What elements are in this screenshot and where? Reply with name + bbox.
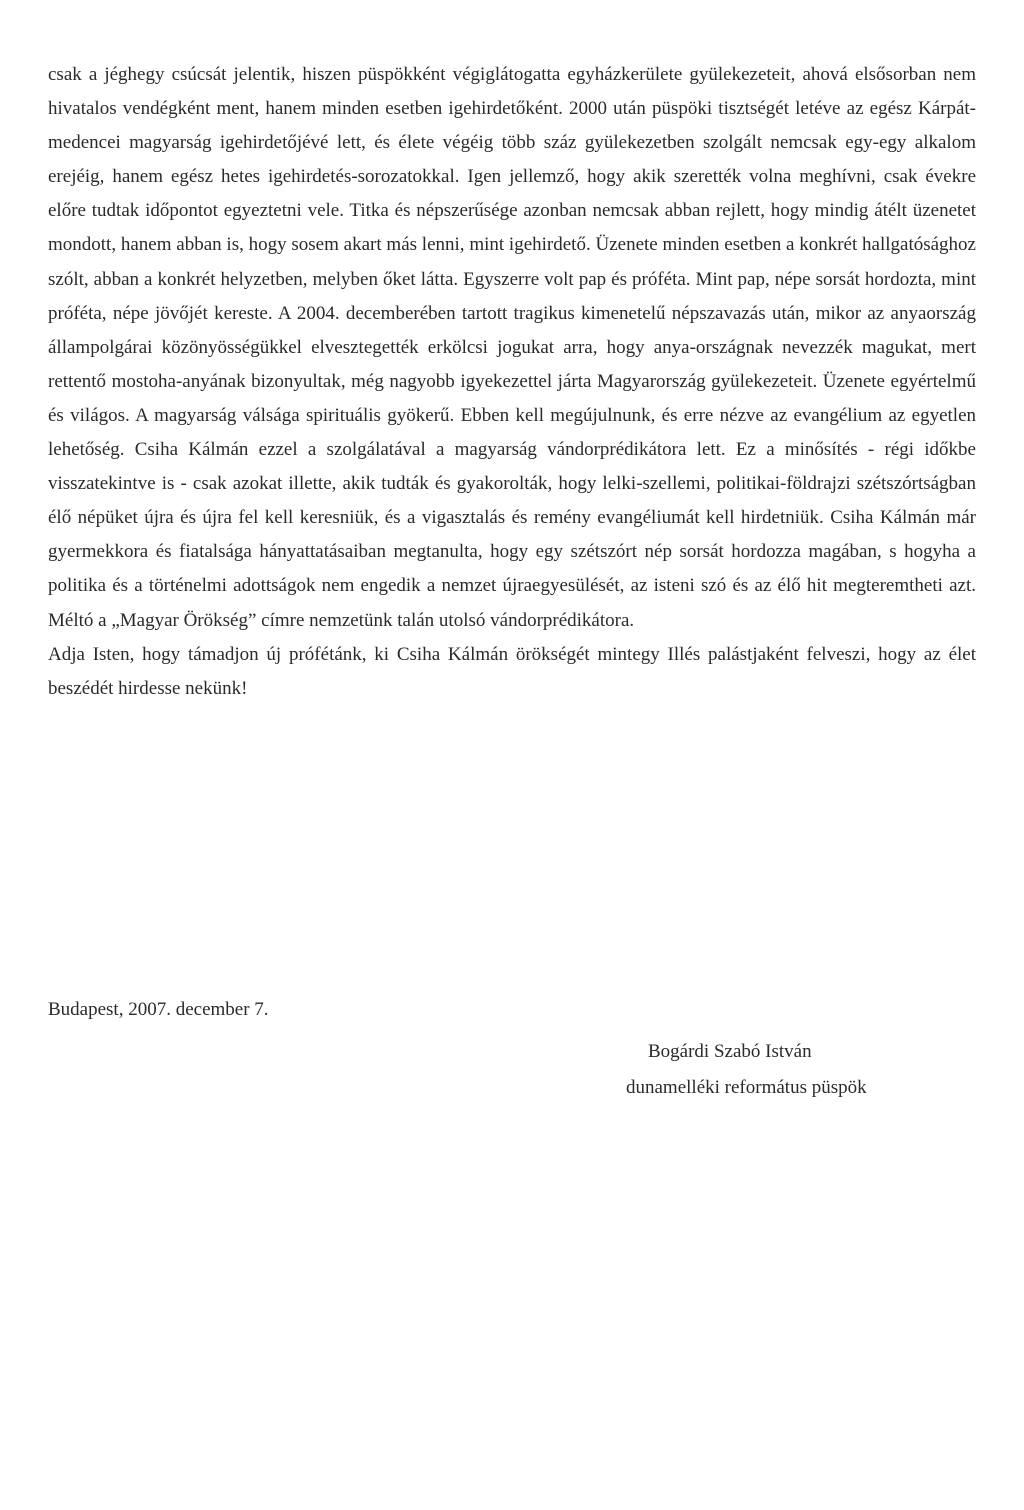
document-body — [48, 58, 976, 706]
paragraph-closing: Adja Isten, hogy támadjon új prófétánk, ki Csiha Kálmán örökségét mintegy Illés palástjaként felveszi, hogy az élet beszédét hirdesse nekünk! — [48, 643, 976, 699]
signature-title: dunamelléki református püspök — [626, 1077, 867, 1098]
signature-name: Bogárdi Szabó István — [648, 1041, 812, 1062]
paragraph-main: csak a jéghegy csúcsát jelentik, hiszen püspökként végiglátogatta egyházkerülete gyülekezeteit, ahová elsősorban nem hivatalos vendégként ment, hanem minden esetben igehirdetőként. 2000 után püspöki tisztségét letéve az egész Kárpát-medencei magyarság igehirdetőjévé lett, és élete végéig több száz gyülekezetben szolgált nemcsak egy-egy alkalom erejéig, hanem egész hetes igehirdetés-sorozatokkal. Igen jellemző, hogy akik szerették volna meghívni, csak évekre előre tudtak időpontot egyeztetni vele. Titka és népszerűsége azonban nemcsak abban rejlett, hogy mindig átélt üzenetet mondott, hanem abban is, hogy sosem akart más lenni, mint igehirdető. Üzenete minden esetben a konkrét hallgatósághoz szólt, abban a konkrét helyzetben, melyben őket látta. Egyszerre volt pap és próféta. Mint pap, népe sorsát hordozta, mint próféta, népe jövőjét kereste. A 2004. decemberében tartott tragikus kimenetelű népszavazás után, mikor az anyaország állampolgárai közönyösségükkel elvesztegették erkölcsi jogukat arra, hogy anya-országnak nevezzék magukat, mert rettentő mostoha-anyának bizonyultak, még nagyobb igyekezettel járta Magyarország gyülekezeteit. Üzenete egyértelmű és világos. A magyarság válsága spirituális gyökerű. Ebben kell megújulnunk, és erre nézve az evangélium az egyetlen lehetőség. Csiha Kálmán ezzel a szolgálatával a magyarság vándorprédikátora lett. Ez a minősítés - régi időkbe visszatekintve is - csak azokat illette, akik tudták és gyakorolták, hogy lelki-szellemi, politikai-földrajzi szétszórtságban élő népüket újra és újra fel kell keresniük, és a vigasztalás és remény evangéliumát kell hirdetniük. Csiha Kálmán már gyermekkora és fiatalsága hányattatásaiban megtanulta, hogy egy szétszórt nép sorsát hordozza magában, s hogyha a politika és a történelmi adottságok nem engedik a nemzet újraegyesülését, az isteni szó és az élő hit megteremtheti azt. Méltó a „Magyar Örökség” címre nemzetünk talán utolsó vándorprédikátora. — [48, 64, 976, 631]
dateline: Budapest, 2007. december 7. — [48, 999, 269, 1020]
